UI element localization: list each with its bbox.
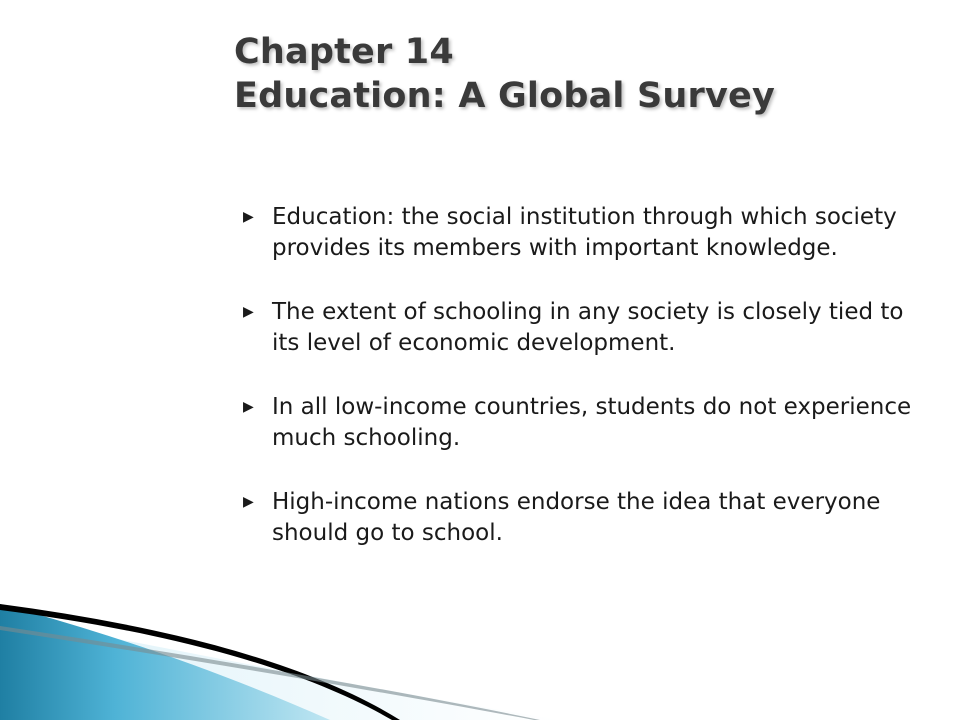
bullet-item-low-income	[243, 392, 933, 453]
bullet-text: In all low-income countries, students do not experience much schooling.	[272, 394, 912, 451]
bullet-text: High-income nations endorse the idea that everyone should go to school.	[272, 489, 881, 546]
slide-title	[234, 30, 934, 118]
corner-wave-decoration	[0, 596, 960, 720]
bullet-list	[243, 202, 933, 548]
title-line-2: Education: A Global Survey	[234, 76, 775, 116]
bullet-text: : the social institution through which society provides its members with important knowledge.	[272, 204, 897, 261]
teal-wave-shape	[0, 604, 330, 720]
triangle-right-icon: ▶	[243, 399, 254, 415]
triangle-right-icon: ▶	[243, 304, 254, 320]
title-line-1: Chapter 14	[234, 32, 454, 72]
bullet-term: Education	[272, 204, 387, 230]
bullet-item-high-income	[243, 487, 933, 548]
bullet-item-education	[243, 202, 933, 263]
bullet-text: The extent of schooling in any society is closely tied to its level of economic development.	[272, 299, 904, 356]
triangle-right-icon: ▶	[243, 209, 254, 225]
bullet-item-schooling-extent	[243, 297, 933, 358]
triangle-right-icon: ▶	[243, 494, 254, 510]
